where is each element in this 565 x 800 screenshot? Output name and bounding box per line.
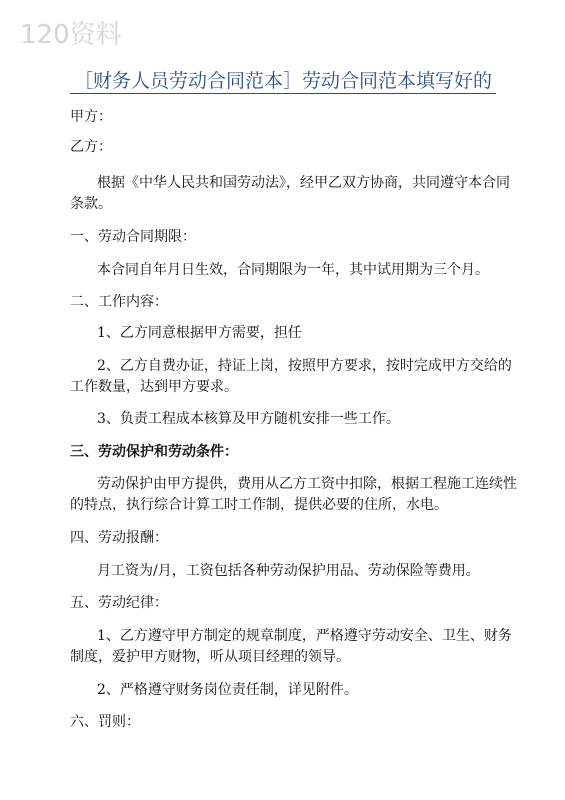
- section-5-item-2: 2、严格遵守财务岗位责任制，详见附件。: [97, 682, 358, 698]
- party-a-label: 甲方：: [70, 109, 112, 125]
- section-2-item-2-line-1: 2、乙方自费办证，持证上岗，按照甲方要求，按时完成甲方交给的: [97, 358, 512, 374]
- section-1-heading: 一、劳动合同期限：: [70, 229, 196, 245]
- section-4-heading: 四、劳动报酬：: [70, 530, 168, 546]
- section-1-text: 本合同自年月日生效，合同期限为一年，其中试用期为三个月。: [97, 262, 489, 278]
- section-2-heading: 二、工作内容：: [70, 294, 168, 310]
- section-2-item-2-line-2: 工作数量，达到甲方要求。: [70, 379, 238, 395]
- party-b-label: 乙方：: [70, 139, 112, 155]
- document-title: ［财务人员劳动合同范本］劳动合同范本填写好的: [73, 70, 492, 92]
- section-2-item-1: 1、乙方同意根据甲方需要，担任: [97, 325, 302, 341]
- section-5-heading: 五、劳动纪律：: [70, 595, 168, 611]
- section-4-text: 月工资为/月，工资包括各种劳动保护用品、劳动保险等费用。: [97, 563, 480, 579]
- watermark: 120资料: [20, 20, 122, 50]
- section-3-text-line-2: 的特点，执行综合计算工时工作制，提供必要的住所，水电。: [70, 497, 448, 513]
- section-2-item-3: 3、负责工程成本核算及甲方随机安排一些工作。: [97, 411, 400, 427]
- intro-line-2: 条款。: [70, 196, 112, 212]
- section-5-item-1-line-1: 1、乙方遵守甲方制定的规章制度，严格遵守劳动安全、卫生、财务: [97, 628, 512, 644]
- section-3-text-line-1: 劳动保护由甲方提供，费用从乙方工资中扣除，根据工程施工连续性: [97, 476, 517, 492]
- title-underline: [70, 93, 496, 94]
- section-5-item-1-line-2: 制度，爱护甲方财物，听从项目经理的领导。: [70, 649, 350, 665]
- section-3-heading: 三、劳动保护和劳动条件：: [70, 444, 238, 460]
- section-6-heading: 六、罚则：: [70, 714, 140, 730]
- intro-line-1: 根据《中华人民共和国劳动法》，经甲乙双方协商，共同遵守本合同: [97, 175, 510, 191]
